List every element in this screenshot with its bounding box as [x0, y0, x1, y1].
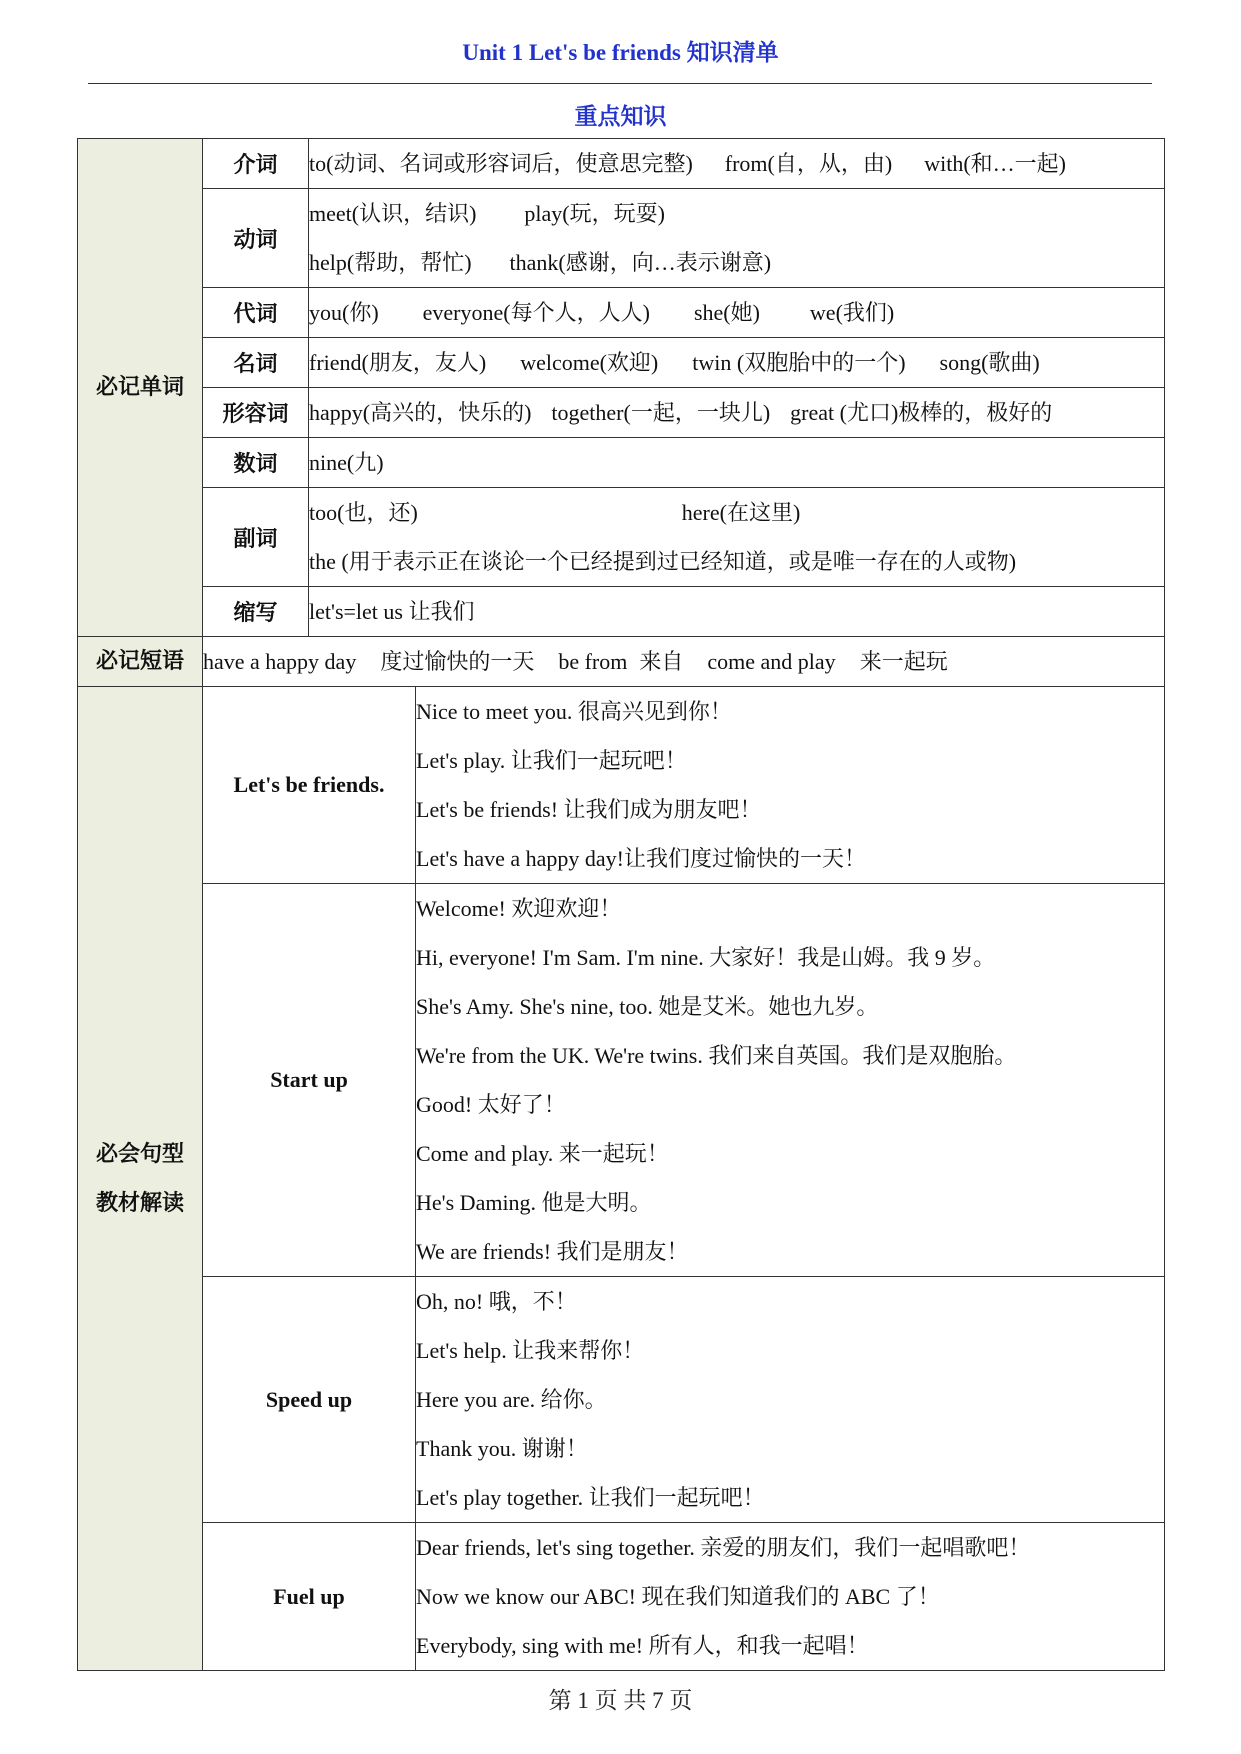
sentence-line: Here you are. 给你。 — [416, 1387, 607, 1412]
vocab-entry: everyone(每个人，人人) — [422, 300, 650, 325]
sentence-line: Let's have a happy day!让我们度过愉快的一天！ — [416, 846, 866, 871]
sentences-category-line2: 教材解读 — [95, 1190, 184, 1216]
vocab-row — [78, 438, 1165, 488]
part-of-speech-label: 形容词 — [203, 388, 309, 438]
sentence-section-title: Fuel up — [203, 1523, 416, 1671]
part-of-speech-label: 介词 — [203, 139, 309, 189]
vocab-entry: she(她) — [693, 300, 760, 325]
knowledge-table — [77, 138, 1165, 1671]
sentence-line: Nice to meet you. 很高兴见到你！ — [416, 699, 732, 724]
sentences-category-line1: 必会句型 — [95, 1141, 184, 1167]
phrase-item: 来自 — [639, 649, 684, 674]
vocab-content — [309, 189, 1165, 288]
vocab-entry: here(在这里) — [681, 500, 801, 525]
vocab-content — [309, 338, 1165, 388]
vocab-content — [309, 587, 1165, 637]
vocab-entry: meet(认识，结识) — [309, 201, 477, 226]
vocab-line — [309, 388, 1164, 437]
vocab-row — [78, 288, 1165, 338]
vocab-row — [78, 189, 1165, 288]
phrases-row — [78, 637, 1165, 687]
part-of-speech-label: 代词 — [203, 288, 309, 338]
vocab-row — [78, 587, 1165, 637]
sentence-section-content — [416, 1277, 1165, 1523]
part-of-speech-label: 名词 — [203, 338, 309, 388]
sentence-line: Come and play. 来一起玩！ — [416, 1141, 669, 1166]
sentence-section-row — [78, 1277, 1165, 1523]
sentence-section-title: Speed up — [203, 1277, 416, 1523]
vocab-row — [78, 388, 1165, 438]
phrase-item: 度过愉快的一天 — [380, 649, 535, 674]
phrase-item: be from — [558, 649, 628, 674]
sentence-line: Dear friends, let's sing together. 亲爱的朋友们，我们一起唱歌吧！ — [416, 1535, 1031, 1560]
sentence-section-title: Start up — [203, 884, 416, 1277]
sentence-line: Welcome! 欢迎欢迎！ — [416, 896, 622, 921]
vocab-category-label: 必记单词 — [95, 375, 184, 400]
sentence-line: Hi, everyone! I'm Sam. I'm nine. 大家好！我是山姆。我 9 岁。 — [416, 945, 996, 970]
vocab-line — [309, 537, 1164, 586]
vocab-content — [309, 388, 1165, 438]
vocab-entry: too(也，还) — [309, 500, 418, 525]
vocab-entry: thank(感谢，向…表示谢意) — [509, 250, 772, 275]
phrases-line — [203, 637, 1164, 686]
vocab-entry: happy(高兴的，快乐的) — [309, 400, 532, 425]
vocab-entry: let's=let us 让我们 — [309, 599, 475, 624]
sentence-line: She's Amy. She's nine, too. 她是艾米。她也九岁。 — [416, 994, 879, 1019]
phrase-item: come and play — [707, 649, 836, 674]
vocab-line — [309, 587, 1164, 636]
document-title: Unit 1 Let's be friends 知识清单 — [462, 40, 779, 65]
vocab-line — [309, 438, 1164, 487]
vocab-entry: we(我们) — [809, 300, 895, 325]
sentence-section-title: Let's be friends. — [203, 687, 416, 884]
vocab-line — [309, 288, 1164, 337]
vocab-entry: song(歌曲) — [939, 350, 1040, 375]
vocab-row — [78, 338, 1165, 388]
sentences-category-cell — [78, 687, 203, 1671]
sentence-line: Everybody, sing with me! 所有人，和我一起唱！ — [416, 1633, 869, 1658]
vocab-line — [309, 139, 1164, 188]
sentence-line: Let's help. 让我来帮你！ — [416, 1338, 645, 1363]
vocab-row — [78, 139, 1165, 189]
phrases-content — [203, 637, 1165, 687]
vocab-entry: friend(朋友，友人) — [309, 350, 487, 375]
vocab-entry: play(玩，玩耍) — [524, 201, 665, 226]
vocab-category-cell — [78, 139, 203, 637]
part-of-speech-label: 副词 — [203, 488, 309, 587]
phrase-item: have a happy day — [203, 649, 357, 674]
vocab-line — [309, 238, 1164, 287]
vocab-content — [309, 139, 1165, 189]
sentence-section-content — [416, 687, 1165, 884]
vocab-entry: nine(九) — [309, 450, 384, 475]
vocab-entry: great (尤口)极棒的，极好的 — [790, 400, 1053, 425]
sentence-line: Now we know our ABC! 现在我们知道我们的 ABC 了！ — [416, 1584, 940, 1609]
vocab-entry: from(自，从，由) — [724, 151, 893, 176]
vocab-content — [309, 288, 1165, 338]
page-footer: 第 1 页 共 7 页 — [548, 1688, 693, 1713]
vocab-line — [309, 488, 1164, 537]
sentence-line: Let's be friends! 让我们成为朋友吧！ — [416, 797, 762, 822]
sentence-line: Let's play together. 让我们一起玩吧！ — [416, 1485, 765, 1510]
vocab-content — [309, 438, 1165, 488]
vocab-content — [309, 488, 1165, 587]
sentence-line: Oh, no! 哦，不！ — [416, 1289, 577, 1314]
part-of-speech-label: 数词 — [203, 438, 309, 488]
sentence-section-row — [78, 687, 1165, 884]
vocab-entry: you(你) — [309, 300, 379, 325]
vocab-line — [309, 338, 1164, 387]
vocab-entry: with(和…一起) — [924, 151, 1066, 176]
vocab-entry: help(帮助，帮忙) — [309, 250, 472, 275]
vocab-row — [78, 488, 1165, 587]
part-of-speech-label: 动词 — [203, 189, 309, 288]
phrase-item: 来一起玩 — [859, 649, 948, 674]
sentence-line: Let's play. 让我们一起玩吧！ — [416, 748, 687, 773]
header-divider — [88, 83, 1152, 84]
vocab-entry: together(一起，一块儿) — [551, 400, 771, 425]
vocab-line — [309, 189, 1164, 238]
sentence-section-content — [416, 884, 1165, 1277]
vocab-entry: to(动词、名词或形容词后，使意思完整) — [309, 151, 693, 176]
vocab-entry: welcome(欢迎) — [520, 350, 659, 375]
sentence-section-row — [78, 1523, 1165, 1671]
sentence-line: We're from the UK. We're twins. 我们来自英国。我们是双胞胎。 — [416, 1043, 1017, 1068]
phrases-category-cell: 必记短语 — [78, 637, 203, 687]
sentence-line: Good! 太好了！ — [416, 1092, 566, 1117]
sentence-line: He's Daming. 他是大明。 — [416, 1190, 652, 1215]
section-title: 重点知识 — [574, 104, 667, 129]
vocab-entry: the (用于表示正在谈论一个已经提到过已经知道，或是唯一存在的人或物) — [309, 549, 1017, 574]
sentence-section-content — [416, 1523, 1165, 1671]
sentence-line: We are friends! 我们是朋友！ — [416, 1239, 689, 1264]
sentence-section-row — [78, 884, 1165, 1277]
part-of-speech-label: 缩写 — [203, 587, 309, 637]
sentence-line: Thank you. 谢谢！ — [416, 1436, 588, 1461]
vocab-entry: twin (双胞胎中的一个) — [692, 350, 906, 375]
